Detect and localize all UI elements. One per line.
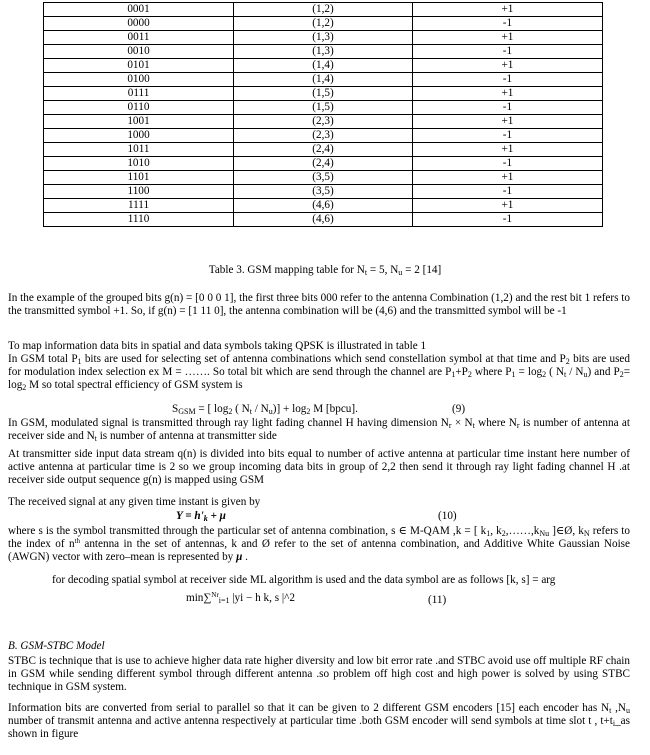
paragraph-transmitter-side: At transmitter side input data stream q(n) is divided into bits equal to number of active antenna at particular time instant here number of active antenna at particular time is 2 so we group incoming data bits in group of 2,2 then send it through ray light fading channel H .at receiver side output sequence g(n) is mapped using GSM: [8, 448, 630, 487]
equation-9-number: (9): [452, 403, 466, 415]
antenna-combination-cell: (1,4): [234, 59, 413, 73]
table-row: [44, 73, 603, 87]
equation-11-number: (11): [428, 594, 447, 606]
antenna-combination-cell: (4,6): [234, 199, 413, 213]
gsm-mapping-table: [43, 2, 603, 227]
equation-10-number: (10): [438, 510, 457, 522]
table-row: [44, 129, 603, 143]
bits-cell: 0000: [44, 17, 234, 31]
antenna-combination-cell: (1,3): [234, 31, 413, 45]
symbol-cell: +1: [412, 199, 602, 213]
equation-10: $Y = h'_k + \mu$: [176, 510, 226, 523]
bits-cell: 1110: [44, 213, 234, 227]
antenna-combination-cell: (2,4): [234, 157, 413, 171]
antenna-combination-cell: (3,5): [234, 185, 413, 199]
symbol-cell: -1: [412, 213, 602, 227]
table-row: [44, 3, 603, 17]
paragraph-serial-to-parallel: Information bits are converted from serial to parallel so that it can be given to 2 different GSM encoders [15] each encoder has $N_t$ $,N_u$ number of transmit antenna and active antenna respectively at particular time .both GSM encoder will send symbols at time slot t , $t+t_i\_as$ shown in figure: [8, 702, 630, 741]
antenna-combination-cell: (1,3): [234, 45, 413, 59]
bits-cell: 1011: [44, 143, 234, 157]
symbol-cell: -1: [412, 73, 602, 87]
bits-cell: 1111: [44, 199, 234, 213]
symbol-cell: +1: [412, 143, 602, 157]
paragraph-rayleigh-channel: In GSM, modulated signal is transmitted through ray light fading channel H having dimension $N_r \times N_t$ where $N_r$ is number of antenna at receiver side and $N_t$ is number of antenna at transmitter side: [8, 417, 630, 444]
symbol-cell: +1: [412, 3, 602, 17]
table-row: [44, 59, 603, 73]
bits-cell: 0110: [44, 101, 234, 115]
symbol-cell: +1: [412, 115, 602, 129]
symbol-cell: +1: [412, 87, 602, 101]
antenna-combination-cell: (3,5): [234, 171, 413, 185]
paragraph-total-bits: In GSM total $P_1$ bits are used for selecting set of antenna combinations which send constellation symbol at that time and $P_2$ bits are used for modulation index selection ex M = ……. So total bit which are send through the channel are $P_1+P_2$ where $P_1 = \log_2$ ( $N_t / N_u$) and $P_2= \log_2 M$ so total spectral efficiency of GSM system is: [8, 353, 630, 393]
antenna-combination-cell: (1,5): [234, 101, 413, 115]
symbol-cell: -1: [412, 157, 602, 171]
symbol-cell: +1: [412, 31, 602, 45]
paragraph-ml-decoding: for decoding spatial symbol at receiver side ML algorithm is used and the data symbol are as follows [k, s] = arg: [52, 574, 556, 586]
bits-cell: 0101: [44, 59, 234, 73]
bits-cell: 0011: [44, 31, 234, 45]
antenna-combination-cell: (1,2): [234, 17, 413, 31]
symbol-cell: -1: [412, 185, 602, 199]
symbol-cell: -1: [412, 129, 602, 143]
symbol-cell: -1: [412, 101, 602, 115]
bits-cell: 1001: [44, 115, 234, 129]
symbol-cell: +1: [412, 171, 602, 185]
table-row: [44, 115, 603, 129]
antenna-combination-cell: (1,5): [234, 87, 413, 101]
table-row: [44, 171, 603, 185]
bits-cell: 1100: [44, 185, 234, 199]
antenna-combination-cell: (1,4): [234, 73, 413, 87]
table-row: [44, 143, 603, 157]
symbol-cell: -1: [412, 17, 602, 31]
bits-cell: 0100: [44, 73, 234, 87]
paragraph-received-signal: The received signal at any given time instant is given by: [8, 496, 261, 508]
antenna-combination-cell: (2,3): [234, 129, 413, 143]
symbol-cell: -1: [412, 45, 602, 59]
section-heading-gsm-stbc: B. GSM-STBC Model: [8, 640, 105, 652]
table-row: [44, 199, 603, 213]
table-row: [44, 185, 603, 199]
antenna-combination-cell: (2,3): [234, 115, 413, 129]
equation-9: $S_{GSM}$ = [ $\log_2$ ( $N_t / N_u)] + \log_2 M$ [bpcu].: [172, 403, 358, 416]
paragraph-grouped-bits-example: In the example of the grouped bits g(n) = [0 0 0 1], the first three bits 000 refer to the antenna Combination (1,2) and the rest bit 1 refers to the transmitted symbol +1. So, if g(n) = [1 11 0], the antenna combination will be (4,6) and the transmitted symbol will be -1: [8, 292, 630, 318]
table-row: [44, 87, 603, 101]
antenna-combination-cell: (2,4): [234, 143, 413, 157]
equation-11: min∑$^{Nr}_{i=1}$ |yi − h k, s |^2: [186, 591, 295, 605]
bits-cell: 1101: [44, 171, 234, 185]
antenna-combination-cell: (1,2): [234, 3, 413, 17]
bits-cell: 1010: [44, 157, 234, 171]
table-row: [44, 17, 603, 31]
bits-cell: 0111: [44, 87, 234, 101]
antenna-combination-cell: (4,6): [234, 213, 413, 227]
table-row: [44, 157, 603, 171]
paragraph-symbol-definition: where s is the symbol transmitted through the particular set of antenna combination, s ∈ M-QAM ,k = [ $k_1$, $k_2,\dots\dots,k_{Nu}$ ]∈Ø, $k_N$ refers to the index of $n^{th}$ antenna in the set of antennas, k and Ø refer to the set of antenna combination, and Additive White Gaussian Noise (AWGN) vector with zero–mean is represented by μ .: [8, 525, 631, 564]
bits-cell: 1000: [44, 129, 234, 143]
table-caption: Table 3. GSM mapping table for $N_t = 5$, $N_u = 2$ [14]: [208, 264, 442, 277]
table-row: [44, 213, 603, 227]
bits-cell: 0001: [44, 3, 234, 17]
table-row: [44, 31, 603, 45]
table-row: [44, 101, 603, 115]
paragraph-qpsk-mapping: To map information data bits in spatial and data symbols taking QPSK is illustrated in table 1: [8, 340, 427, 352]
bits-cell: 0010: [44, 45, 234, 59]
table-row: [44, 45, 603, 59]
paragraph-stbc-technique: STBC is technique that is use to achieve higher data rate higher diversity and low bit error rate .and STBC avoid use off multiple RF chain in GSM while sending different symbol through different antenna .so problem off high cost and high power is solved by using STBC technique in GSM system.: [8, 655, 630, 694]
symbol-cell: +1: [412, 59, 602, 73]
